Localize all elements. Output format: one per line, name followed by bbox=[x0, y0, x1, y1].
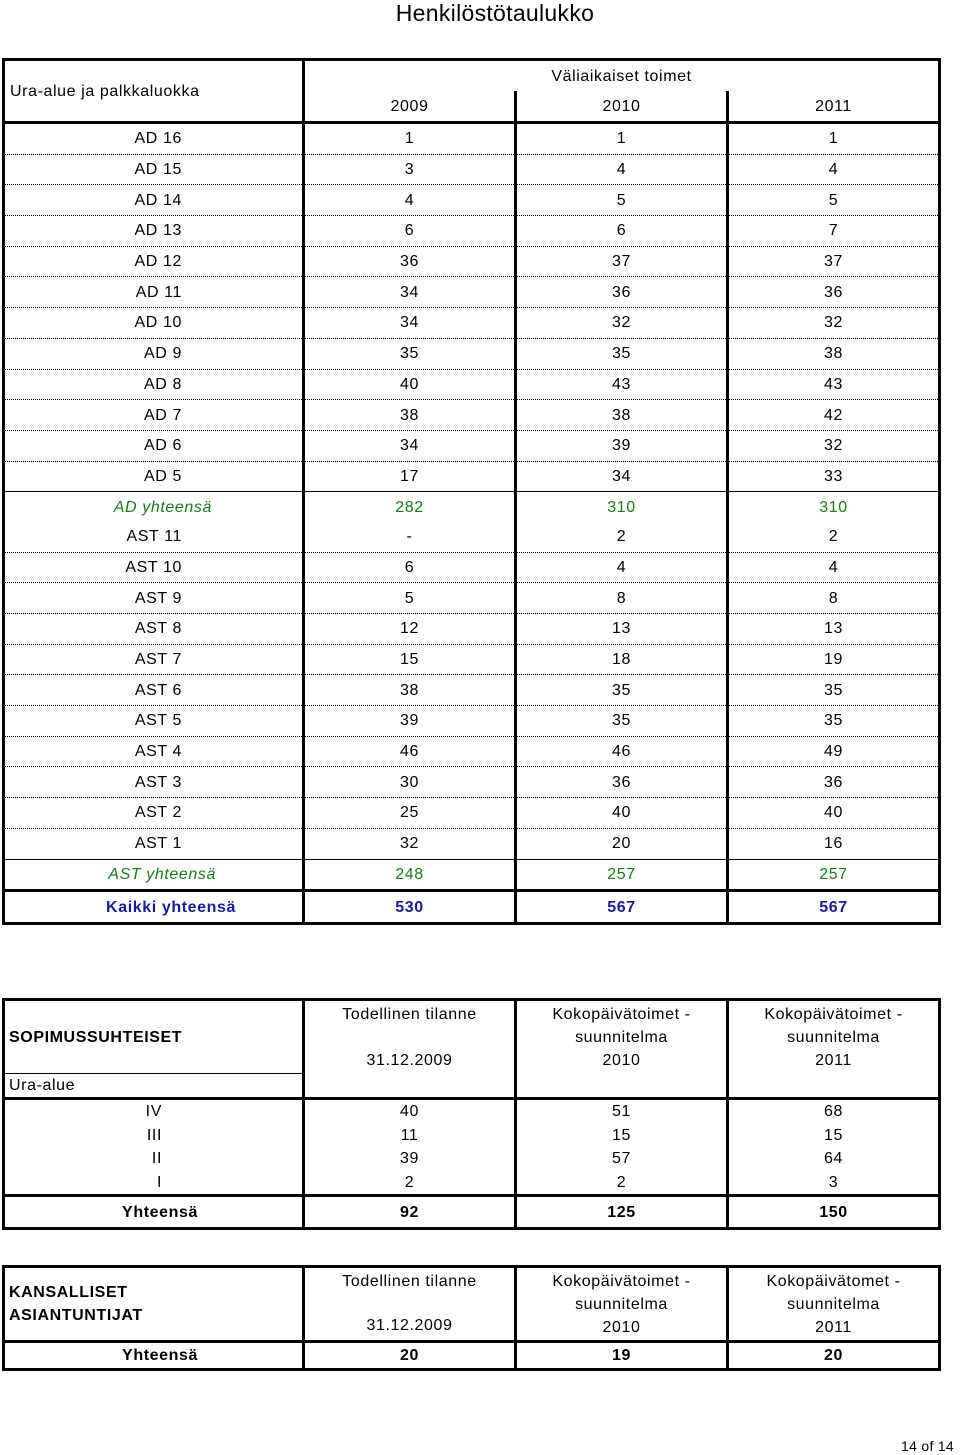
cell-value: 567 bbox=[728, 891, 940, 924]
row-label: AST 11 bbox=[4, 522, 304, 552]
cell-value: 33 bbox=[728, 461, 940, 492]
cell-value: 35 bbox=[516, 675, 728, 706]
cell-value: 1 bbox=[516, 123, 728, 155]
cell-value: 4 bbox=[304, 185, 516, 216]
cell-value: 68 bbox=[728, 1099, 940, 1124]
cell-value: 3 bbox=[728, 1171, 940, 1196]
contract-staff-table bbox=[2, 998, 941, 1230]
cell-value: 1 bbox=[728, 123, 940, 155]
table-row bbox=[4, 798, 940, 829]
cell-value: 40 bbox=[728, 798, 940, 829]
table-row bbox=[4, 461, 940, 492]
group-header: Väliaikaiset toimet bbox=[304, 60, 940, 92]
cell-value: 39 bbox=[304, 706, 516, 737]
cell-value: 4 bbox=[728, 154, 940, 185]
row-label: AST 9 bbox=[4, 583, 304, 614]
table-row bbox=[4, 154, 940, 185]
cell-value: 6 bbox=[304, 552, 516, 583]
row-label: AST 8 bbox=[4, 614, 304, 645]
row-label: AD 11 bbox=[4, 277, 304, 308]
cell-value: 57 bbox=[516, 1147, 728, 1171]
cell-value: 16 bbox=[728, 828, 940, 859]
table-row bbox=[4, 430, 940, 461]
ura-alue-label: Ura-alue bbox=[4, 1074, 304, 1099]
table-row bbox=[4, 216, 940, 247]
row-label: AST 1 bbox=[134, 835, 182, 853]
cell-value: 2 bbox=[516, 1171, 728, 1196]
cell-value: 38 bbox=[304, 400, 516, 431]
column-header-line: Todellinen tilanne bbox=[342, 1273, 477, 1290]
section-title: ASIANTUNTIJAT bbox=[9, 1307, 143, 1324]
total-label: Yhteensä bbox=[4, 1196, 304, 1229]
cell-value: 37 bbox=[728, 246, 940, 277]
table-row bbox=[4, 277, 940, 308]
cell-value: 6 bbox=[516, 216, 728, 247]
row-label: AD yhteensä bbox=[4, 492, 304, 522]
total-value: 92 bbox=[304, 1196, 516, 1229]
total-label: Yhteensä bbox=[4, 1342, 304, 1370]
column-header-line: suunnitelma bbox=[787, 1029, 880, 1046]
cell-value: 257 bbox=[728, 859, 940, 891]
cell-value: 64 bbox=[728, 1147, 940, 1171]
year-header: 2009 bbox=[304, 91, 516, 123]
cell-value: 43 bbox=[728, 369, 940, 400]
total-value: 20 bbox=[304, 1342, 516, 1370]
row-label: AD 7 bbox=[4, 400, 304, 431]
table-row bbox=[4, 369, 940, 400]
page-title: Henkilöstötaulukko bbox=[395, 0, 595, 26]
cell-value: 567 bbox=[516, 891, 728, 924]
column-header-line: Kokopäivätoimet - bbox=[552, 1273, 691, 1290]
cell-value: 36 bbox=[728, 277, 940, 308]
cell-value: 35 bbox=[516, 338, 728, 369]
column-header-line: Kokopäivätoimet - bbox=[764, 1006, 903, 1023]
cell-value: 282 bbox=[304, 492, 516, 522]
row-label: AD 10 bbox=[4, 308, 304, 339]
year-header: 2011 bbox=[728, 91, 940, 123]
table-row bbox=[4, 338, 940, 369]
column-header-line: Kokopäivätomet - bbox=[766, 1273, 901, 1290]
cell-value: 30 bbox=[304, 767, 516, 798]
column-header-line: suunnitelma bbox=[787, 1296, 880, 1313]
row-label: AD 15 bbox=[4, 154, 304, 185]
cell-value: 34 bbox=[516, 461, 728, 492]
row-label: AST 7 bbox=[4, 644, 304, 675]
cell-value: 35 bbox=[728, 706, 940, 737]
table-row bbox=[4, 492, 940, 522]
total-value: 125 bbox=[516, 1196, 728, 1229]
row-label: AD 6 bbox=[4, 430, 304, 461]
cell-value: 310 bbox=[728, 492, 940, 522]
cell-value: 49 bbox=[728, 736, 940, 767]
cell-value: 40 bbox=[304, 1099, 516, 1124]
cell-value: 18 bbox=[516, 644, 728, 675]
table-row bbox=[4, 522, 940, 552]
cell-value: 8 bbox=[516, 583, 728, 614]
table-row bbox=[4, 1147, 940, 1171]
row-label: Kaikki yhteensä bbox=[4, 891, 304, 924]
cell-value: 20 bbox=[516, 828, 728, 859]
cell-value: 5 bbox=[516, 185, 728, 216]
column-header-line: Kokopäivätoimet - bbox=[552, 1006, 691, 1023]
row-label: AST 5 bbox=[4, 706, 304, 737]
cell-value: 35 bbox=[516, 706, 728, 737]
cell-value: 530 bbox=[304, 891, 516, 924]
cell-value: 51 bbox=[516, 1099, 728, 1124]
cell-value: 36 bbox=[516, 767, 728, 798]
cell-value: 39 bbox=[516, 430, 728, 461]
table-row bbox=[4, 675, 940, 706]
cell-value: 15 bbox=[516, 1124, 728, 1148]
row-label: II bbox=[151, 1150, 162, 1168]
cell-value: 38 bbox=[516, 400, 728, 431]
table-row bbox=[4, 583, 940, 614]
cell-value: 11 bbox=[304, 1124, 516, 1148]
column-header-line: suunnitelma bbox=[575, 1296, 668, 1313]
row-header: Ura-alue ja palkkaluokka bbox=[4, 60, 304, 123]
table-row bbox=[4, 1171, 940, 1196]
cell-value: - bbox=[304, 522, 516, 552]
row-label: AD 8 bbox=[4, 369, 304, 400]
row-label: I bbox=[156, 1173, 162, 1191]
cell-value: 36 bbox=[304, 246, 516, 277]
column-header-line: 2010 bbox=[602, 1052, 641, 1069]
row-label: AST 2 bbox=[4, 798, 304, 829]
cell-value: 25 bbox=[304, 798, 516, 829]
row-label: IV bbox=[4, 1099, 304, 1124]
cell-value: 40 bbox=[304, 369, 516, 400]
cell-value: 32 bbox=[728, 430, 940, 461]
cell-value: 35 bbox=[304, 338, 516, 369]
cell-value: 2 bbox=[304, 1171, 516, 1196]
table-row bbox=[4, 859, 940, 891]
row-label: AST 4 bbox=[4, 736, 304, 767]
row-label: AD 5 bbox=[144, 467, 182, 485]
row-label: AD 12 bbox=[4, 246, 304, 277]
cell-value: 32 bbox=[304, 828, 516, 859]
cell-value: 36 bbox=[516, 277, 728, 308]
row-label: AD 14 bbox=[4, 185, 304, 216]
total-value: 20 bbox=[728, 1342, 940, 1370]
table-row bbox=[4, 552, 940, 583]
cell-value: 2 bbox=[728, 522, 940, 552]
section-title: KANSALLISET bbox=[9, 1284, 128, 1301]
column-header-line: 31.12.2009 bbox=[366, 1052, 453, 1069]
cell-value: 38 bbox=[304, 675, 516, 706]
cell-value: 40 bbox=[516, 798, 728, 829]
year-header: 2010 bbox=[516, 91, 728, 123]
row-label: AD 9 bbox=[4, 338, 304, 369]
table-row bbox=[4, 706, 940, 737]
cell-value: 13 bbox=[728, 614, 940, 645]
table-row bbox=[4, 644, 940, 675]
section-title: SOPIMUSSUHTEISET bbox=[9, 1028, 183, 1046]
cell-value: 4 bbox=[728, 552, 940, 583]
cell-value: 310 bbox=[516, 492, 728, 522]
table-row bbox=[4, 1099, 940, 1124]
cell-value: 37 bbox=[516, 246, 728, 277]
table-row bbox=[4, 246, 940, 277]
cell-value: 43 bbox=[516, 369, 728, 400]
cell-value: 8 bbox=[728, 583, 940, 614]
table-row bbox=[4, 123, 940, 155]
table-row bbox=[4, 736, 940, 767]
column-header-line: 2011 bbox=[815, 1052, 852, 1069]
national-experts-table bbox=[2, 1265, 941, 1371]
cell-value: 12 bbox=[304, 614, 516, 645]
table-row bbox=[4, 891, 940, 924]
total-value: 150 bbox=[728, 1196, 940, 1229]
table-row bbox=[4, 400, 940, 431]
cell-value: 46 bbox=[304, 736, 516, 767]
column-header-line: suunnitelma bbox=[575, 1029, 668, 1046]
cell-value: 34 bbox=[304, 277, 516, 308]
column-header-line: 2010 bbox=[602, 1319, 641, 1336]
column-header-line: 2011 bbox=[815, 1319, 852, 1336]
row-label: III bbox=[146, 1126, 162, 1144]
cell-value: 4 bbox=[516, 552, 728, 583]
cell-value: 34 bbox=[304, 308, 516, 339]
cell-value: 2 bbox=[516, 522, 728, 552]
cell-value: 5 bbox=[728, 185, 940, 216]
cell-value: 5 bbox=[304, 583, 516, 614]
total-value: 19 bbox=[516, 1342, 728, 1370]
cell-value: 257 bbox=[516, 859, 728, 891]
row-label: AD 13 bbox=[4, 216, 304, 247]
cell-value: 19 bbox=[728, 644, 940, 675]
cell-value: 4 bbox=[516, 154, 728, 185]
cell-value: 38 bbox=[728, 338, 940, 369]
cell-value: 7 bbox=[728, 216, 940, 247]
cell-value: 15 bbox=[304, 644, 516, 675]
cell-value: 42 bbox=[728, 400, 940, 431]
staff-table bbox=[2, 58, 941, 925]
table-row bbox=[4, 185, 940, 216]
cell-value: 36 bbox=[728, 767, 940, 798]
cell-value: 35 bbox=[728, 675, 940, 706]
row-label: AST yhteensä bbox=[4, 859, 304, 891]
cell-value: 6 bbox=[304, 216, 516, 247]
page-number: 14 of 14 bbox=[901, 1438, 954, 1454]
cell-value: 248 bbox=[304, 859, 516, 891]
cell-value: 32 bbox=[728, 308, 940, 339]
table-row bbox=[4, 828, 940, 859]
table-row bbox=[4, 614, 940, 645]
cell-value: 46 bbox=[516, 736, 728, 767]
column-header-line: Todellinen tilanne bbox=[342, 1006, 477, 1023]
table-row bbox=[4, 308, 940, 339]
cell-value: 34 bbox=[304, 430, 516, 461]
cell-value: 13 bbox=[516, 614, 728, 645]
column-header-line: 31.12.2009 bbox=[366, 1317, 453, 1334]
table-row bbox=[4, 1124, 940, 1148]
cell-value: 3 bbox=[304, 154, 516, 185]
cell-value: 17 bbox=[304, 461, 516, 492]
cell-value: 1 bbox=[304, 123, 516, 155]
table-row bbox=[4, 767, 940, 798]
row-label: AST 10 bbox=[4, 552, 304, 583]
cell-value: 32 bbox=[516, 308, 728, 339]
cell-value: 39 bbox=[304, 1147, 516, 1171]
row-label: AST 3 bbox=[4, 767, 304, 798]
cell-value: 15 bbox=[728, 1124, 940, 1148]
row-label: AST 6 bbox=[4, 675, 304, 706]
row-label: AD 16 bbox=[4, 123, 304, 155]
